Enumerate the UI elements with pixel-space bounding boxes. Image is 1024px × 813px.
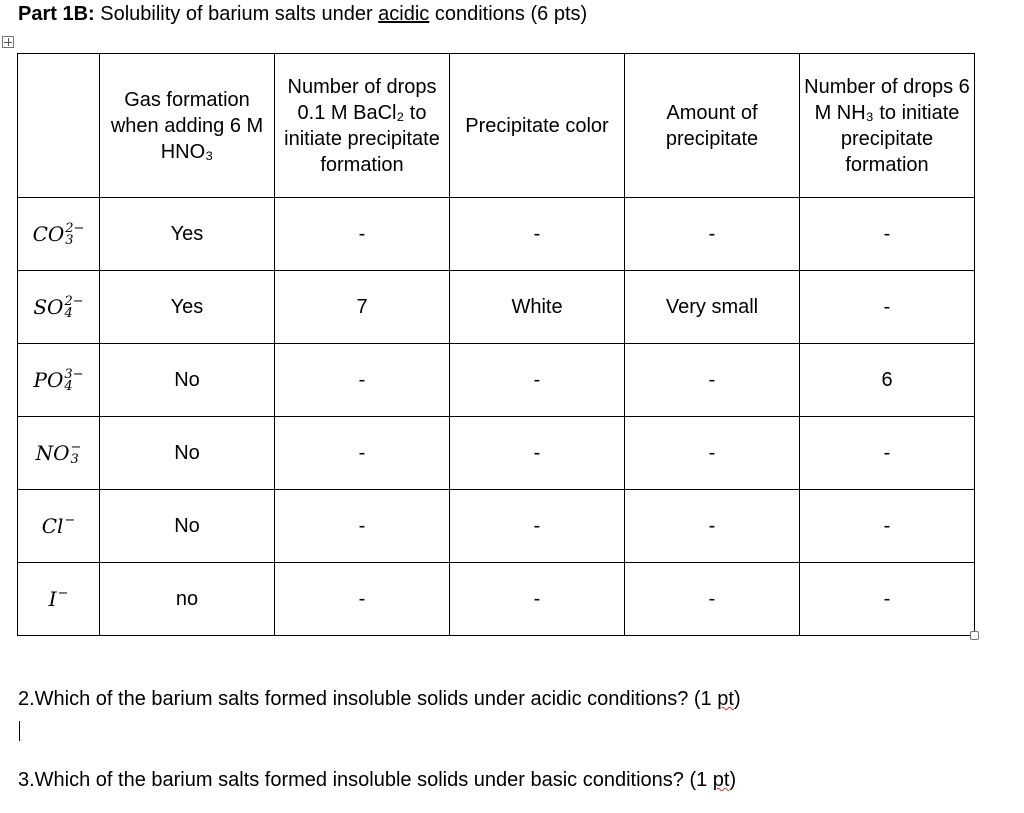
table-cell[interactable]: - — [275, 198, 450, 271]
table-cell[interactable]: - — [800, 563, 975, 636]
ion-cell[interactable] — [18, 490, 100, 563]
ion-formula — [49, 586, 69, 613]
resize-icon[interactable] — [970, 631, 979, 640]
table-cell[interactable]: - — [275, 563, 450, 636]
ion-subscript: 4 — [64, 379, 73, 395]
ion-subscript — [64, 527, 75, 539]
ion-subscript — [58, 600, 69, 612]
ion-cell[interactable] — [18, 198, 100, 271]
table-cell[interactable]: - — [450, 563, 625, 636]
table-cell[interactable]: 6 — [800, 344, 975, 417]
table-row — [18, 271, 975, 344]
ion-cell[interactable] — [18, 417, 100, 490]
table-cell[interactable]: 7 — [275, 271, 450, 344]
table-cell[interactable]: - — [625, 344, 800, 417]
table-cell[interactable]: - — [450, 344, 625, 417]
question-2-close: ) — [733, 688, 741, 710]
move-icon[interactable] — [2, 36, 14, 48]
table-cell[interactable]: White — [450, 271, 625, 344]
title-part-label: Part 1B: — [18, 3, 95, 25]
question-2[interactable] — [18, 688, 741, 711]
header-cell[interactable]: Gas formation when adding 6 M HNO₃ — [100, 54, 275, 198]
table-row — [18, 417, 975, 490]
table-cell[interactable]: No — [100, 344, 275, 417]
table-row — [18, 490, 975, 563]
header-cell[interactable]: Precipitate color — [450, 54, 625, 198]
ion-base: I — [48, 586, 57, 611]
table-cell[interactable]: Very small — [625, 271, 800, 344]
ion-subscript: 4 — [64, 306, 73, 322]
ion-charge: − — [70, 440, 82, 456]
table-cell[interactable]: no — [100, 563, 275, 636]
ion-base: SO — [33, 294, 64, 319]
ion-formula — [33, 221, 85, 248]
table-cell[interactable]: - — [275, 490, 450, 563]
table-cell[interactable]: - — [450, 198, 625, 271]
ion-charge: 3− — [64, 367, 84, 383]
ion-base: PO — [33, 367, 64, 392]
ion-charge: − — [57, 586, 69, 602]
table-cell[interactable]: - — [450, 417, 625, 490]
table-cell[interactable]: - — [275, 417, 450, 490]
table-row — [18, 344, 975, 417]
ion-charge: − — [64, 513, 76, 529]
question-2-points: pt — [717, 688, 734, 710]
header-cell[interactable]: Number of drops 6 M NH₃ to initiate precipitate formation — [800, 54, 975, 198]
ion-formula — [33, 294, 83, 321]
question-2-text: 2.Which of the barium salts formed insoluble solids under acidic conditions? (1 — [18, 688, 718, 710]
table-cell[interactable]: - — [625, 417, 800, 490]
table-row — [18, 563, 975, 636]
table-cell[interactable]: - — [800, 198, 975, 271]
question-3-points: pt — [712, 769, 730, 791]
question-3-close: ) — [729, 769, 737, 791]
question-3[interactable] — [18, 769, 736, 792]
ion-base: Cl — [41, 513, 64, 538]
solubility-table — [17, 53, 975, 636]
question-3-text: 3.Which of the barium salts formed insoluble solids under basic conditions? (1 — [18, 769, 713, 791]
table-cell[interactable]: - — [800, 271, 975, 344]
ion-formula — [42, 513, 76, 540]
header-cell[interactable] — [18, 54, 100, 198]
ion-base: NO — [35, 440, 70, 465]
header-cell[interactable]: Amount of precipitate — [625, 54, 800, 198]
title-emphasis: acidic — [378, 3, 430, 25]
table-cell[interactable]: Yes — [100, 198, 275, 271]
table-cell[interactable]: - — [450, 490, 625, 563]
ion-subscript: 3 — [65, 233, 74, 249]
ion-charge: 2− — [64, 294, 84, 310]
title-suffix: conditions (6 pts) — [429, 3, 588, 25]
table-cell[interactable]: - — [800, 417, 975, 490]
page-title — [18, 3, 587, 26]
header-row — [18, 54, 975, 198]
ion-cell[interactable] — [18, 271, 100, 344]
table-row — [18, 198, 975, 271]
table-cell[interactable]: - — [275, 344, 450, 417]
title-text: Solubility of barium salts under — [94, 3, 379, 25]
table-cell[interactable]: Yes — [100, 271, 275, 344]
ion-formula — [33, 367, 83, 394]
ion-charge: 2− — [65, 221, 85, 237]
header-cell[interactable]: Number of drops 0.1 M BaCl₂ to initiate precipitate formation — [275, 54, 450, 198]
table-cell[interactable]: No — [100, 417, 275, 490]
table-cell[interactable]: - — [625, 563, 800, 636]
table-cell[interactable]: No — [100, 490, 275, 563]
ion-base: CO — [32, 221, 65, 246]
ion-cell[interactable] — [18, 563, 100, 636]
text-caret — [19, 721, 20, 741]
ion-cell[interactable] — [18, 344, 100, 417]
ion-subscript: 3 — [70, 452, 79, 468]
ion-formula — [36, 440, 82, 467]
table-cell[interactable]: - — [625, 198, 800, 271]
table-cell[interactable]: - — [625, 490, 800, 563]
table-cell[interactable]: - — [800, 490, 975, 563]
